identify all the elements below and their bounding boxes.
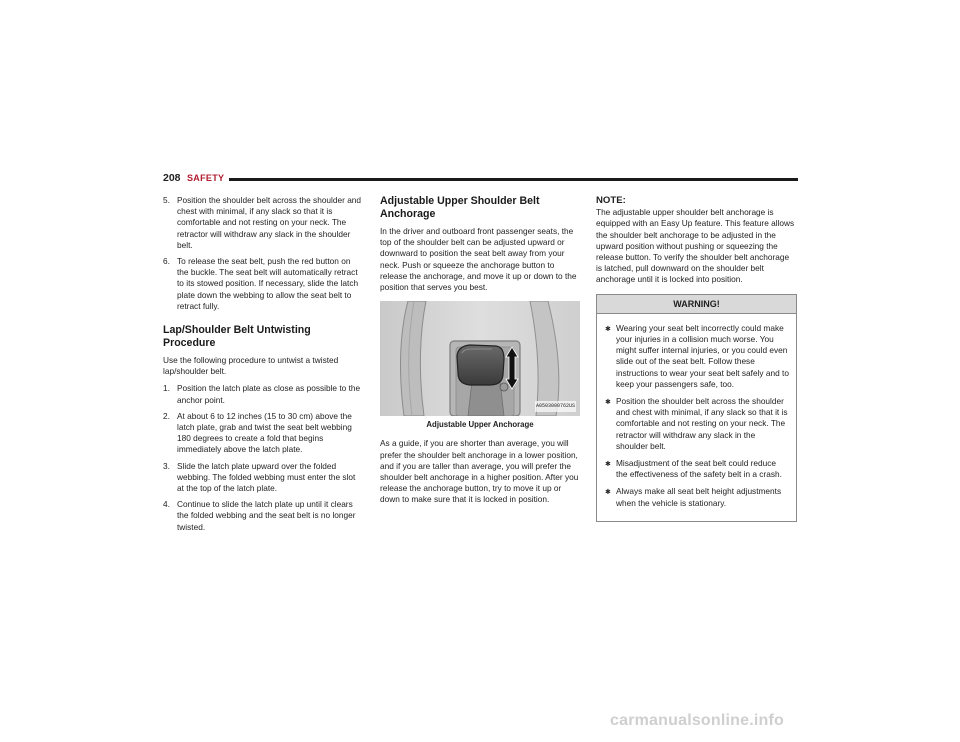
warning-text: Always make all seat belt height adjustments when the vehicle is stationary. [616, 486, 782, 508]
step-number: 2. [163, 410, 170, 421]
note-text: The adjustable upper shoulder belt anchorage is equipped with an Easy Up feature. This feature allows the shoulder belt anchorage to be adjusted in the upward position without pushing or squeezing the release button. To verify the shoulder belt anchorage is latched, pull downward on the shoulder belt anchorage until it is locked into position. [596, 207, 795, 285]
header-rule [229, 178, 798, 181]
step-text: Slide the latch plate upward over the folded webbing. The folded webbing must enter the slot at the top of the latch plate. [177, 460, 356, 494]
anchorage-paragraph-1: In the driver and outboard front passenger seats, the top of the shoulder belt can be adjusted upward or downward to position the seat belt away from your neck. Push or squeeze the anchorage button to release the anchorage, and move it up or down to the position that serves you best. [380, 226, 577, 293]
bullet-icon: ✱ [605, 489, 611, 497]
step-number: 5. [163, 195, 170, 205]
warning-text: Position the shoulder belt across the shoulder and chest with minimal, if any slack so that it is comfortable and not resting on your neck. The retractor will withdraw any slack in the shoulder belt. [616, 396, 788, 451]
step-number: 3. [163, 460, 170, 471]
list-item [605, 396, 789, 452]
bullet-icon: ✱ [605, 325, 611, 333]
list-item [163, 461, 363, 495]
bullet-icon: ✱ [605, 399, 611, 407]
right-column [596, 195, 797, 522]
untwisting-intro: Use the following procedure to untwist a twisted lap/shoulder belt. [163, 355, 339, 377]
step-text: Position the latch plate as close as possible to the anchor point. [177, 383, 361, 405]
list-item [605, 323, 789, 390]
anchorage-illustration [380, 301, 580, 416]
step-number: 1. [163, 383, 170, 394]
warning-title: WARNING! [597, 295, 796, 314]
warning-list [597, 314, 796, 521]
warning-text: Wearing your seat belt incorrectly could make your injuries in a collision much worse. You might suffer internal injuries, or you could even slide out of the seat belt. Follow these instructions to wear your seat belt safely and to keep your passengers safe, too. [616, 322, 789, 389]
step-text: Position the shoulder belt across the shoulder and chest with minimal, if any slack so that it is comfortable and not resting on your neck. The retractor will withdraw any slack in the shoulder belt. [177, 195, 362, 250]
step-text: To release the seat belt, push the red button on the buckle. The seat belt will automatically retract to its stowed position. If necessary, slide the latch plate down the webbing to allow the seat belt to retract fully. [177, 256, 359, 311]
step-number: 4. [163, 499, 170, 510]
step-text: At about 6 to 12 inches (15 to 30 cm) above the latch plate, grab and twist the seat belt webbing 180 degrees to create a fold that begins immediately above the latch plate. [177, 410, 352, 455]
list-item [163, 499, 363, 533]
middle-column [380, 195, 580, 512]
list-item [605, 486, 789, 508]
step-number: 6. [163, 256, 170, 267]
figure-caption: Adjustable Upper Anchorage [426, 420, 534, 430]
list-item [163, 411, 363, 456]
anchorage-paragraph-2: As a guide, if you are shorter than average, you will prefer the shoulder belt anchorage in a lower position, and if you are taller than average, you will prefer the shoulder belt anchorage in a higher position. After you release the anchorage button, try to move it up or down to make sure that it is locked in position. [380, 438, 579, 505]
untwisting-steps-list [163, 383, 363, 532]
section-name: SAFETY [187, 173, 225, 183]
warning-box [596, 294, 797, 522]
note-title: NOTE: [596, 195, 626, 206]
list-item [605, 458, 789, 480]
list-item [163, 256, 363, 312]
left-column [163, 195, 363, 538]
list-item [163, 195, 363, 251]
step-text: Continue to slide the latch plate up until it clears the folded webbing and the seat belt is no longer twisted. [177, 499, 356, 532]
section-heading-untwisting: Lap/Shoulder Belt Untwisting Procedure [163, 324, 311, 350]
figure-code: A0503000762US [535, 401, 576, 412]
section-heading-adjustable-anchorage: Adjustable Upper Shoulder Belt Anchorage [380, 195, 540, 220]
page-number: 208 [163, 172, 181, 184]
watermark: carmanualsonline.info [610, 712, 785, 729]
warning-text: Misadjustment of the seat belt could reduce the effectiveness of the safety belt in a crash. [616, 458, 782, 480]
list-item [163, 383, 363, 405]
steps-list-continued [163, 195, 363, 312]
page-header [163, 172, 798, 188]
bullet-icon: ✱ [605, 461, 611, 469]
anchorage-figure [380, 301, 580, 416]
